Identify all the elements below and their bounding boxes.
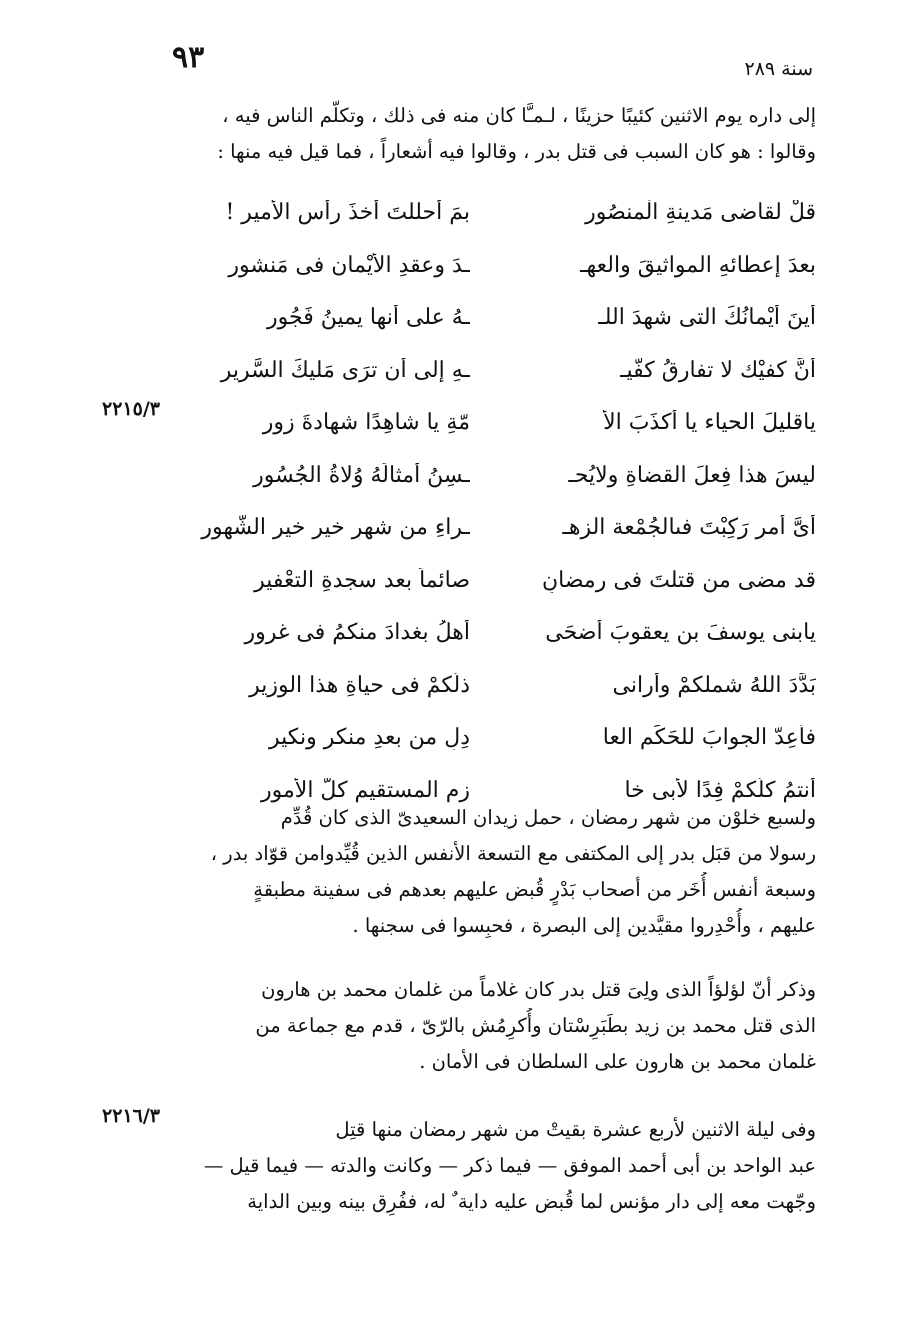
- verse-first-hemistich: أنتمُ كلُّكمْ فِدًا لأَبى خا: [624, 777, 816, 803]
- verse-first-hemistich: قلْ لقاضى مَدينةِ الْمنصُور: [585, 200, 816, 225]
- verse-first-hemistich: يابنى يوسفَ بن يعقوبَ أضحَى: [545, 620, 816, 645]
- text-line: إلى داره يوم الاثنين كئيبًا حزينًا ، لـمـَّا كان منه فى ذلك ، وتكلّم الناس فيه ،: [222, 104, 816, 127]
- page-number: ٩٣: [172, 40, 205, 75]
- verse-first-hemistich: فأَعِدّ الجوابَ للحَكَمِ العا: [602, 725, 816, 750]
- text-line: رسولا من قبَل بدر إلى المكتفى مع التسعة الأنفس الذين قُيِّدوامن قوّاد بدر ،: [210, 842, 816, 865]
- text-line: وفى ليلة الاثنين لأربع عشرة بقيتْ من شهر رمضان منها قتِل: [335, 1118, 816, 1141]
- text-line: عبد الواحد بن أبى أحمد الموفق — فيما ذكر — وكانت والدته — فيما قيل —: [203, 1154, 816, 1177]
- margin-reference: ٢٢١٦/٣: [102, 1105, 160, 1127]
- verse-second-hemistich: ـهِ إلى أن ترَى مَليكَ السَّرير: [220, 357, 470, 383]
- verse-second-hemistich: ـراءِ من شهرٍ خيرِ خيرِ الشّهور: [201, 515, 470, 540]
- verse-line: [160, 344, 816, 402]
- margin-reference: ٢٢١٥/٣: [102, 398, 160, 420]
- paragraph-3: [160, 972, 816, 1080]
- verse-line: [160, 449, 816, 507]
- verse-line: [160, 711, 816, 769]
- verse-second-hemistich: صائماً بعد سجدةِ التعْفير: [254, 567, 470, 593]
- intro-paragraph: [160, 98, 816, 170]
- text-line: وقالوا : هو كان السبب فى قتل بدر ، وقالوا فيه أشعاراً ، فما قيل فيه منها :: [217, 140, 816, 163]
- verse-second-hemistich: بمَ أحللتَ أخذَ رأس الأمير !: [225, 200, 470, 225]
- verse-line: [160, 186, 816, 244]
- verse-second-hemistich: ذلَّكمْ فى حياةِ هذا الوزير: [249, 672, 470, 698]
- verse-first-hemistich: بعدَ إعطائهِ المواثيقَ والعهـ: [580, 252, 816, 278]
- verse-second-hemistich: أهلُ بغدادَ منكمُ فى غرور: [244, 620, 470, 645]
- running-header-year: سنة ٢٨٩: [744, 58, 813, 80]
- text-line: الذى قتل محمد بن زيد بطَبَرِسْتان وأُكرِمُش بالرّىّ ، قدم مع جماعة من: [255, 1014, 816, 1037]
- text-line: ولسبع خلوْن من شهر رمضان ، حمل زيدان السعيدىّ الذى كان قُدِّم: [280, 806, 816, 829]
- verse-line: [160, 291, 816, 349]
- paragraph-2: [160, 800, 816, 944]
- verse-second-hemistich: دِلِ من بعدِ منكرٍ ونكير: [269, 725, 470, 750]
- verse-second-hemistich: ـدَ وعقدِ الأيْمان فى مَنشور: [228, 252, 470, 278]
- verse-line: [160, 501, 816, 559]
- text-line: وسبعة أنفس أُخَر من أصحاب بَدْرٍ قُبض عليهم بعدهم فى سفينة مطبقةٍ: [253, 878, 816, 901]
- verse-first-hemistich: بَدَّدَ اللهُ شملكمْ وأرانى: [612, 672, 816, 698]
- text-line: غلمان محمد بن هارون على السلطان فى الأمان .: [419, 1050, 816, 1073]
- verse-first-hemistich: أىَّ أمرٍ رَكِبْتَ فىالجُمْعة الزهـ: [562, 515, 816, 540]
- verse-second-hemistich: ـهُ على أنها يمينُ فَجُور: [267, 305, 470, 330]
- verse-line: [160, 606, 816, 664]
- verse-line: [160, 239, 816, 297]
- verse-line: [160, 396, 816, 454]
- paragraph-4: [160, 1112, 816, 1220]
- verse-first-hemistich: أينَ أيْمانُكَ التى شهدَ اللـ: [598, 305, 816, 330]
- text-line: عليهم ، وأُحْدِروا مقيَّدين إلى البصرة ، فحبِسوا فى سجنها .: [352, 914, 816, 937]
- verse-second-hemistich: زمٍ المستقيمِ كلَّ الأمور: [261, 777, 470, 803]
- verse-first-hemistich: ياقليلَ الحياء يا أكذَبَ الأ: [603, 410, 816, 435]
- verse-line: [160, 554, 816, 612]
- text-line: وجّهت معه إلى دار مؤنس لما قُبض عليه داية ٌ له، ففُرِق بينه وبين الداية: [247, 1190, 816, 1213]
- verse-first-hemistich: قد مضى من قتلتَ فى رمضانٍ: [541, 567, 816, 593]
- verse-second-hemistich: مّةِ يا شاهِدًا شهادةَ زور: [262, 410, 470, 435]
- verse-line: [160, 659, 816, 717]
- verse-first-hemistich: أنَّ كفيْك لا تفارقُ كفّيـ: [620, 357, 816, 383]
- verse-first-hemistich: ليسَ هذا فِعلَ القضاةِ ولايُحـ: [568, 462, 816, 488]
- verse-second-hemistich: ـسِنُ أمثالَهُ وُلاةُ الجُسُور: [253, 462, 470, 488]
- text-line: وذكر أنّ لؤلؤاً الذى ولِىَ قتل بدر كان غلاماً من غلمان محمد بن هارون: [261, 978, 816, 1001]
